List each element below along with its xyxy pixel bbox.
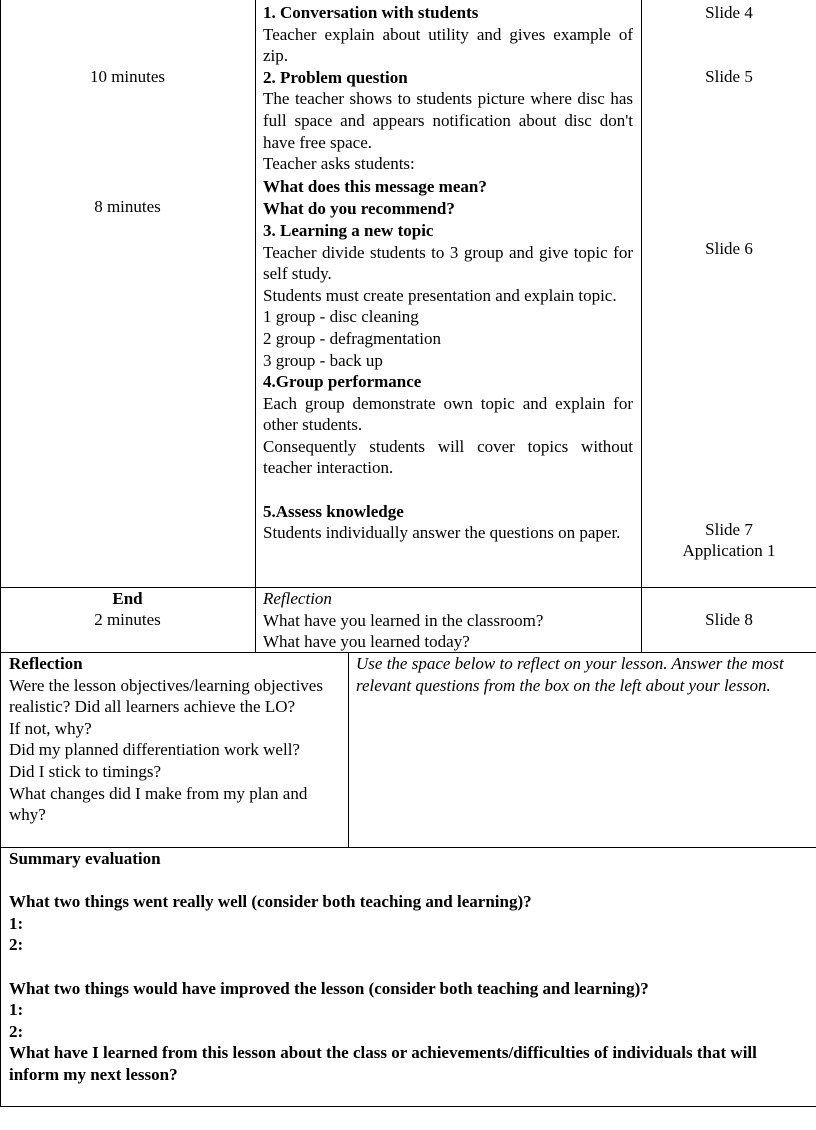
timing-10-minutes: 10 minutes — [89, 67, 166, 86]
summary-question-learned: What have I learned from this lesson about the class or achievements/difficulties of individuals that will inform my next lesson? — [9, 1043, 757, 1084]
border-bottom — [0, 1106, 816, 1107]
group-item: 2 group - defragmentation — [263, 328, 441, 348]
border-col-1 — [255, 0, 256, 653]
reflection-line: Did I stick to timings? — [9, 761, 162, 781]
summary-question-improve: What two things would have improved the lesson (consider both teaching and learning)? — [9, 978, 649, 998]
reflection-prompt: Use the space below to reflect on your lesson. Answer the most relevant questions from the box on the left about your lesson. — [356, 654, 784, 695]
end-question-1: What have you learned in the classroom? — [263, 610, 544, 630]
group-item: 3 group - back up — [263, 350, 383, 370]
resource-slide-4: Slide 4 — [705, 3, 753, 22]
section-group-performance-text-1: Each group demonstrate own topic and explain for other students. — [263, 393, 633, 435]
section-conversation-title: 1. Conversation with students — [263, 3, 479, 22]
summary-number-2: 2: — [9, 1021, 24, 1041]
summary-number-1: 1: — [9, 1000, 24, 1020]
section-conversation-text: Teacher explain about utility and gives example of zip. — [263, 24, 633, 66]
summary-number-1: 1: — [9, 913, 24, 933]
section-assess-text: Students individually answer the questions on paper. — [263, 523, 621, 543]
reflection-line: If not, why? — [9, 718, 92, 738]
section-problem-text: The teacher shows to students picture where disc has full space and appears notification about disc don't have free space. — [263, 89, 633, 152]
resource-slide-8: Slide 8 — [705, 610, 753, 629]
summary-cell — [9, 848, 809, 1086]
reflection-last: What changes did I make from my plan and why? — [9, 783, 308, 825]
resource-slide-5: Slide 5 — [705, 67, 753, 86]
timing-8-minutes: 8 minutes — [94, 197, 161, 216]
section-problem-ask: Teacher asks students: — [263, 154, 415, 174]
section-group-performance-text-2: Consequently students will cover topics without teacher interaction. — [263, 436, 633, 478]
reflection-title: Reflection — [9, 654, 83, 673]
activities-cell — [263, 2, 633, 544]
end-time: 2 minutes — [94, 610, 161, 629]
section-learning-text-1: Teacher divide students to 3 group and give topic for self study. — [263, 242, 633, 284]
end-reflection-label: Reflection — [263, 589, 332, 608]
border-reflection-left — [0, 652, 1, 1107]
border-reflection-mid — [348, 652, 349, 848]
section-problem-title: 2. Problem question — [263, 67, 408, 87]
reflection-text: Were the lesson objectives/learning objectives realistic? Did all learners achieve the LO? — [9, 675, 323, 717]
resource-slide-7: Slide 7 — [705, 520, 753, 539]
section-group-performance-title: 4.Group performance — [263, 372, 422, 392]
border-upper-left-col — [0, 0, 1, 653]
summary-title: Summary evaluation — [9, 849, 161, 868]
section-problem-question-1: What does this message mean? — [263, 176, 487, 196]
resource-application-1: Application 1 — [682, 541, 776, 560]
section-learning-title: 3. Learning a new topic — [263, 220, 434, 240]
end-label: End — [112, 589, 143, 608]
resource-slide-6: Slide 6 — [705, 239, 753, 258]
summary-question-well: What two things went really well (consider both teaching and learning)? — [9, 892, 532, 912]
section-learning-text-2: Students must create presentation and explain topic. — [263, 285, 617, 305]
reflection-line: Did my planned differentiation work well? — [9, 740, 300, 760]
end-activities — [263, 588, 633, 653]
section-assess-title: 5.Assess knowledge — [263, 501, 404, 521]
reflection-left-cell — [9, 653, 341, 826]
section-problem-question-2: What do you recommend? — [263, 199, 455, 219]
end-question-2: What have you learned today? — [263, 632, 470, 652]
group-item: 1 group - disc cleaning — [263, 307, 419, 327]
summary-number-2: 2: — [9, 935, 24, 955]
